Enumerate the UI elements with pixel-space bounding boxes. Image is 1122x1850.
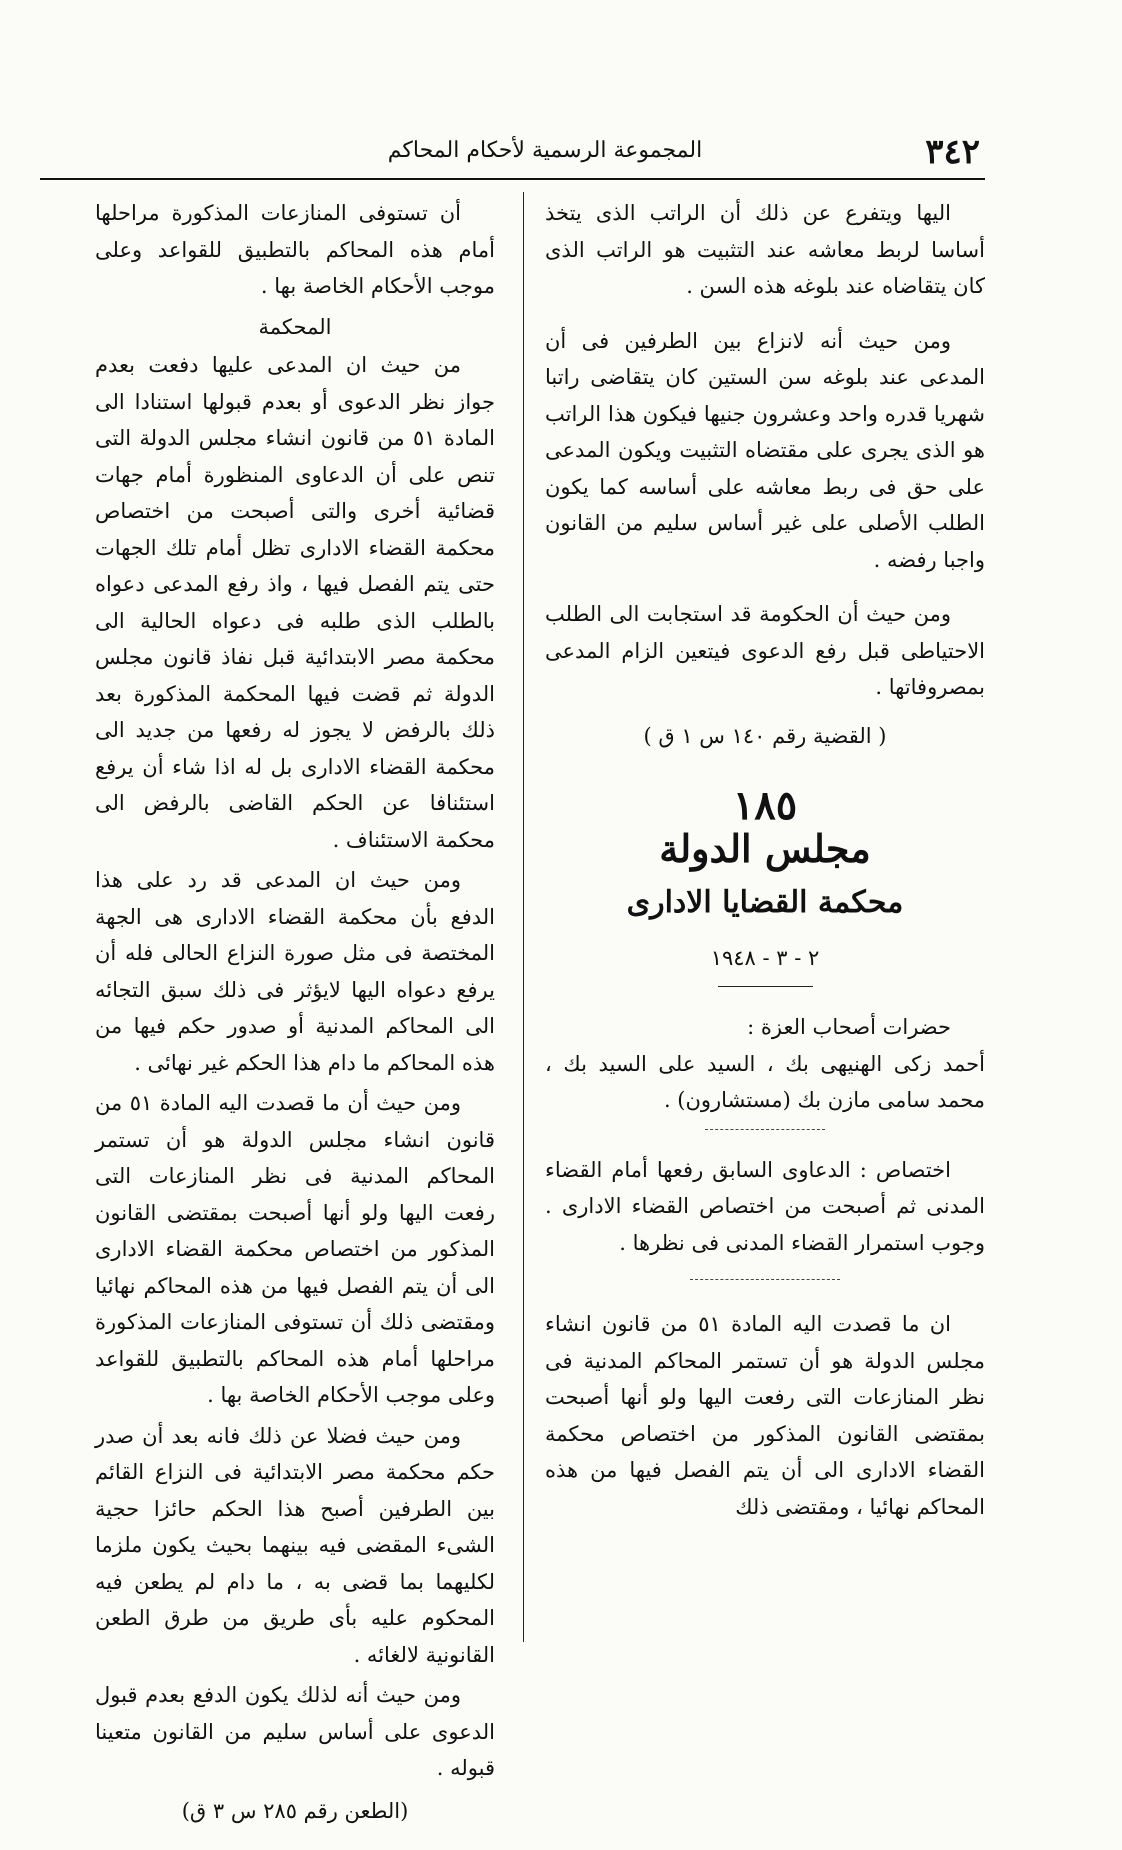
paragraph: ومن حيث أن الحكومة قد استجابت الى الطلب الاحتياطى قبل رفع الدعوى فيتعين الزام المدعى بمصروفاتها . [545, 602, 985, 699]
council-title: مجلس الدولة [659, 825, 871, 871]
judgment-date: ٢ - ٣ - ١٩٤٨ [710, 945, 820, 970]
header-rule [40, 178, 985, 180]
case-citation: ( القضية رقم ١٤٠ س ١ ق ) [643, 723, 887, 748]
paragraph: ومن حيث أنه لانزاع بين الطرفين فى أن المدعى عند بلوغه سن الستين كان يتقاضى راتبا شهريا قدره واحد وعشرون جنيها فيكون هذا الراتب هو الذى يجرى على مقتضاه التثبيت ويكون المدعى على حق فى ربط معاشه على أساسه كما يكون الطلب الأصلى على غير أساس سليم من القانون واجبا رفضه . [545, 328, 985, 572]
paragraph: ومن حيث فضلا عن ذلك فانه بعد أن صدر حكم محكمة مصر الابتدائية فى النزاع القائم بين الطرفين أصبح هذا الحكم حائزا حجية الشىء المقضى فيه بينهما بحيث يكون ملزما لكليهما بما قضى به ، ما دام لم يطعن فيه المحكوم عليه بأى طريق من طرق الطعن القانونية لالغائه . [95, 1423, 495, 1667]
paragraph: ومن حيث ان المدعى قد رد على هذا الدفع بأن محكمة القضاء الادارى هى الجهة المختصة فى مثل صورة النزاع الحالى فله أن يرفع دعواه اليها لايؤثر فى ذلك سبق التجائه الى المحاكم المدنية أو صدور حكم فيها من هذه المحاكم ما دام هذا الحكم غير نهائى . [95, 868, 495, 1075]
case-number: ١٨٥ [732, 782, 798, 829]
divider [705, 1129, 825, 1130]
journal-title: المجموعة الرسمية لأحكام المحاكم [387, 138, 703, 163]
legal-principle: ان ما قصدت اليه المادة ٥١ من قانون انشاء مجلس الدولة هو أن تستمر المحاكم المدنية فى نظر المنازعات التى رفعت اليها ولو أنها أصبحت بمقتضى القانون المذكور من اختصاص محكمة القضاء الادارى الى أن يتم الفصل فيها من هذه المحاكم نهائيا ، ومقتضى ذلك [545, 1312, 985, 1519]
bench-intro: حضرات أصحاب العزة : [747, 1015, 951, 1039]
running-head [40, 132, 980, 178]
case-citation: (الطعن رقم ٢٨٥ س ٣ ق) [181, 1798, 409, 1823]
case-summary: اختصاص : الدعاوى السابق رفعها أمام القضاء المدنى ثم أصبحت من اختصاص القضاء الادارى . وجوب استمرار القضاء المدنى فى نظرها . [545, 1157, 985, 1255]
paragraph: من حيث ان المدعى عليها دفعت بعدم جواز نظر الدعوى أو بعدم قبولها استنادا الى المادة ٥١ من قانون انشاء مجلس الدولة التى تنص على أن الدعاوى المنظورة أمام جهات قضائية أخرى والتى أصبحت من اختصاص محكمة القضاء الادارى تظل أمام تلك الجهات حتى يتم الفصل فيها ، واذ رفع المدعى دعواه بالطلب الذى طلبه فى دعواه الحالية الى محكمة مصر الابتدائية قبل نفاذ قانون مجلس الدولة ثم قضت فيها المحكمة المذكورة بعد ذلك بالرفض لا يجوز له رفعها من جديد الى محكمة القضاء الادارى بل له اذا شاء أن يرفع استئنافا عن الحكم القاضى بالرفض الى محكمة الاستئناف . [95, 353, 495, 852]
paragraph: أن تستوفى المنازعات المذكورة مراحلها أمام هذه المحاكم بالتطبيق للقواعد وعلى موجب الأحكام الخاصة بها . [95, 201, 495, 298]
paragraph: ومن حيث أنه لذلك يكون الدفع بعدم قبول الدعوى على أساس سليم من القانون متعينا قبوله . [95, 1683, 495, 1780]
divider [690, 1279, 840, 1280]
judges-list: أحمد زكى الهنيهى بك ، السيد على السيد بك ، محمد سامى مازن بك (مستشارون) . [545, 1051, 985, 1112]
right-column [545, 195, 985, 1543]
left-column [95, 195, 495, 1850]
page-number: ٣٤٢ [925, 132, 980, 172]
court-title: محكمة القضايا الادارى [626, 885, 904, 920]
paragraph: اليها ويتفرع عن ذلك أن الراتب الذى يتخذ أساسا لربط معاشه عند التثبيت هو الراتب الذى كان يتقاضاه عند بلوغه هذه السن . [545, 201, 985, 298]
divider [718, 986, 813, 987]
paragraph: ومن حيث أن ما قصدت اليه المادة ٥١ من قانون انشاء مجلس الدولة هو أن تستمر المحاكم المدنية فى نظر المنازعات التى رفعت اليها ولو أنها أصبحت بمقتضى القانون المذكور من اختصاص محكمة القضاء الادارى الى أن يتم الفصل فيها من هذه المحاكم نهائيا ومقتضى ذلك أن تستوفى المنازعات المذكورة مراحلها أمام هذه المحاكم بالتطبيق للقواعد وعلى موجب الأحكام الخاصة بها . [95, 1091, 495, 1407]
section-heading: المحكمة [258, 314, 332, 339]
column-divider [523, 192, 524, 1642]
